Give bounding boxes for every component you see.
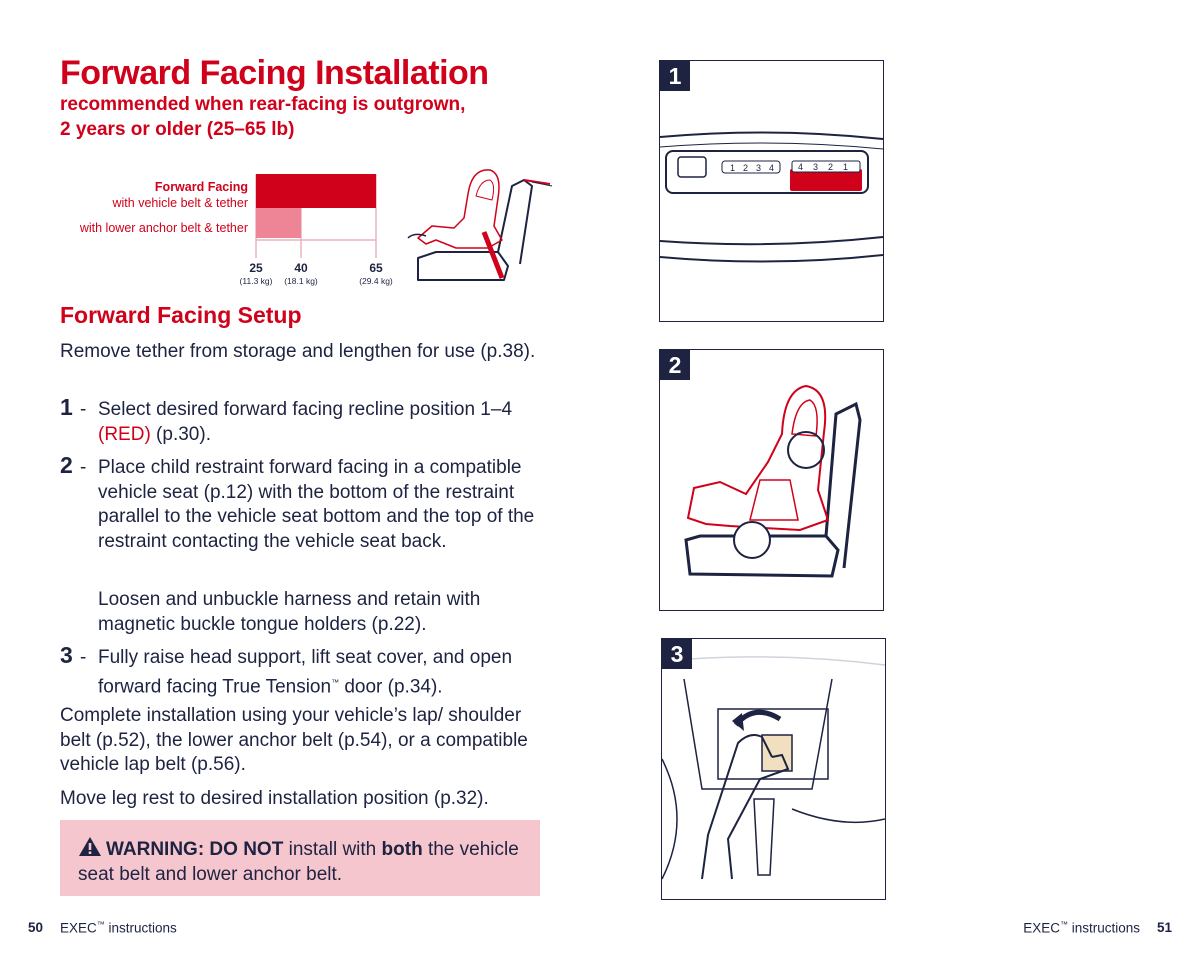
recline-number-white-1: 1 [730, 163, 736, 173]
chart-ticks [240, 261, 393, 286]
tick-label-kg-40: (18.1 kg) [284, 276, 318, 286]
recline-indicator-illustration [660, 61, 883, 321]
recline-number-white-2: 2 [743, 163, 749, 173]
figure-badge-2: 2 [660, 350, 690, 380]
figure-panel-2 [659, 349, 884, 611]
tick-label-lb-25: 25 [249, 261, 263, 275]
warning-label: WARNING: DO NOT [106, 839, 284, 860]
trademark-symbol: ™ [331, 677, 340, 687]
recline-number-white-3: 3 [756, 163, 762, 173]
footer-brand-right: EXEC™ instructions [1023, 920, 1140, 936]
recline-number-red-4: 4 [798, 162, 804, 172]
step-2-number: 2 [60, 452, 73, 478]
tension-door-illustration [662, 639, 885, 899]
footer-brand-left: EXEC™ instructions [60, 920, 177, 936]
page-number-left: 50 [28, 920, 44, 935]
tick-label-lb-40: 40 [294, 261, 308, 275]
recline-number-white-4: 4 [769, 163, 775, 173]
step-1-dash: - [80, 399, 87, 420]
red-label: (RED) [98, 423, 151, 445]
warning-box [60, 820, 540, 896]
tick-label-kg-65: (29.4 kg) [359, 276, 393, 286]
step-1-text: Select desired forward facing recline position 1–4 (RED) (p.30). [98, 399, 513, 445]
complete-installation-text: Complete installation using your vehicle’s lap/ shoulder belt (p.52), the lower anchor belt (p.54), or a compatible vehicle lap belt (p.56). [60, 705, 528, 775]
warning-bold-both: both [381, 839, 423, 860]
step-3-text: Fully raise head support, lift seat cover, and open forward facing True Tension™ door (p.34). [98, 647, 513, 697]
recline-number-red-3: 3 [813, 162, 819, 172]
setup-intro: Remove tether from storage and lengthen for use (p.38). [60, 341, 536, 362]
chart-label-vehicle-belt: with vehicle belt & tether [112, 196, 248, 210]
recline-number-red-1: 1 [843, 162, 849, 172]
tick-label-lb-65: 65 [369, 261, 383, 275]
step-2-extra: Loosen and unbuckle harness and retain with magnetic buckle tongue holders (p.22). [98, 589, 481, 635]
recline-number-red-2: 2 [828, 162, 834, 172]
figure-badge-1: 1 [660, 61, 690, 91]
bar-vehicle-belt [256, 174, 376, 208]
warning-icon [78, 836, 102, 857]
subtitle-line-1: recommended when rear-facing is outgrown, [60, 94, 466, 115]
page-number-right: 51 [1156, 920, 1172, 935]
step-3-dash: - [80, 647, 87, 668]
section-heading-setup: Forward Facing Setup [60, 302, 302, 328]
warning-text: WARNING: DO NOT install with both the vehicle seat belt and lower anchor belt. [78, 836, 528, 887]
subtitle-line-2: 2 years or older (25–65 lb) [60, 119, 295, 140]
car-seat-illustration [408, 170, 552, 280]
bar-lower-anchor [256, 208, 301, 238]
step-2-dash: - [80, 457, 87, 478]
seat-placement-illustration [660, 350, 883, 610]
step-3-number: 3 [60, 642, 73, 668]
chart-label-forward-facing: Forward Facing [154, 180, 248, 194]
tick-label-kg-25: (11.3 kg) [240, 276, 273, 286]
weight-chart [240, 168, 580, 293]
step-1-number: 1 [60, 394, 73, 420]
step-2-text: Place child restraint forward facing in a compatible vehicle seat (p.12) with the bottom of the restraint parallel to the vehicle seat bottom and the top of the restraint contacting the vehicle seat back. [98, 457, 535, 552]
figure-panel-1 [659, 60, 884, 322]
figure-panel-3 [661, 638, 886, 900]
page-title: Forward Facing Installation [60, 54, 489, 92]
leg-rest-text: Move leg rest to desired installation position (p.32). [60, 788, 489, 809]
figure-badge-3: 3 [662, 639, 692, 669]
chart-label-lower-anchor: with lower anchor belt & tether [79, 221, 248, 235]
